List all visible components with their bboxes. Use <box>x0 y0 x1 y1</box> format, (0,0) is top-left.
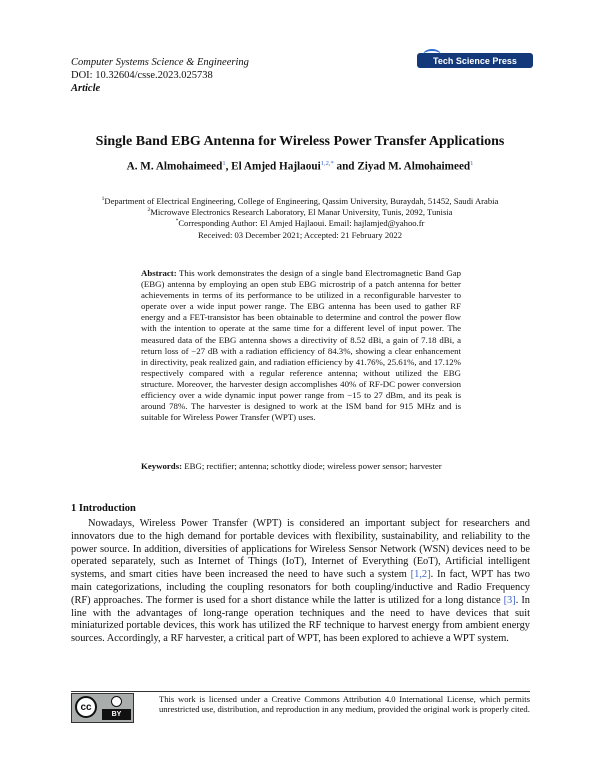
abstract-label: Abstract: <box>141 268 177 278</box>
doi[interactable]: DOI: 10.32604/csse.2023.025738 <box>71 70 213 81</box>
footer-divider <box>71 691 530 692</box>
abstract-text: This work demonstrates the design of a single band Electromagnetic Band Gap (EBG) antenna by employing an open stub EBG microstrip of a patch antenna for better achievements in terms of its performance to be utilized in a reconfigurable harvester to operate over a wide input power range. The EBG antenna has been used to gather RF energy and a FET-transistor has been obtainable to determine and control the power flow with the intention to operate at the same time for a different level of input power. The measured data of the EBG antenna shows a directivity of 8.52 dBi, a gain of 7.18 dBi, a return loss of −27 dB with a radiation efficiency of 84.3%, showing a clear enhancement in directivity, peak realized gain, and radiation efficiency by 41.76%, 25.61%, and 17.12% respectively compared with a regular reference antenna; without utilized the EBG structure. Moreover, the harvester design accomplishes 40% of RF-DC power conversion efficiency over a wide dynamic input power range from −15 to 27 dBm, and its peak is around 78%. The harvester is designed to work at the ISM band for 915 MHz and is suitable for Wireless Power Transfer (WPT) uses. <box>141 268 461 423</box>
logo-swoosh-icon <box>423 49 441 61</box>
intro-text: Nowadays, Wireless Power Transfer (WPT) is considered an important subject for researchers and innovators due to the high demand for portable devices with flexibility, sustainability, and reliability to the power source. In addition, diversities of applications for Wireless Sensor Network (WSN) devices need to be operated separately, such as Internet of Things (IoT), Internet of Everything (EoT), Artificial intelligent systems, and smart cities have been increased the need to have such a system <box>71 518 530 581</box>
author-name[interactable]: El Amjed Hajlaoui <box>231 160 321 173</box>
intro-text: . In line with the advantages of long-range operation techniques and the need to have devices that suit miniaturized portable devices, this work has utilized the RF technique to harvest energy from ambient energy sources. Accordingly, a RF harvester, a critical part of WPT, has been explored to achieve a WPT system. <box>71 594 530 645</box>
affiliation <box>30 196 570 206</box>
creative-commons-icon <box>75 696 97 718</box>
corresponding-author <box>30 218 570 228</box>
author-affil-mark: 1 <box>222 160 226 167</box>
author-list <box>30 160 570 173</box>
keywords-text: EBG; rectifier; antenna; schottky diode; wireless power sensor; harvester <box>182 461 442 471</box>
author-affil-mark: 1 <box>470 160 474 167</box>
affil-text: Microwave Electronics Research Laboratory, El Manar University, Tunis, 2092, Tunisia <box>150 207 453 217</box>
author-affil-mark: 1,2,* <box>320 160 334 167</box>
affil-text: Department of Electrical Engineering, College of Engineering, Qassim University, Buraydah, 51452, Saudi Arabia <box>104 196 499 206</box>
citation-link[interactable]: [1,2] <box>410 569 431 581</box>
author-separator: , <box>225 160 232 173</box>
article-type: Article <box>71 83 101 94</box>
by-label: BY <box>102 709 131 720</box>
citation-link[interactable]: [3] <box>503 594 516 606</box>
author-name[interactable]: Ziyad M. Almohaimeed <box>357 160 471 173</box>
publisher-logo[interactable] <box>417 53 533 68</box>
keywords-label: Keywords: <box>141 461 183 471</box>
paper-title: Single Band EBG Antenna for Wireless Power Transfer Applications <box>95 134 505 149</box>
affil-mark: 2 <box>147 207 151 214</box>
affil-text: Corresponding Author: El Amjed Hajlaoui. Email: hajlamjed@yahoo.fr <box>178 218 425 228</box>
affil-mark: * <box>175 218 179 225</box>
keywords <box>141 461 461 473</box>
affiliation <box>30 207 570 217</box>
received-dates: Received: 03 December 2021; Accepted: 21 February 2022 <box>197 230 403 240</box>
intro-text: . In fact, WPT has two main categorizations, including the coupling resonators for both coupling/inductive and Radio Frequency (RF) approaches. The former is used for a short distance while the latter is utilized for a long distance <box>71 569 530 606</box>
abstract <box>141 268 461 423</box>
publisher-name: Tech Science Press <box>433 55 517 66</box>
attribution-person-icon <box>111 696 122 707</box>
license-text: This work is licensed under a Creative Commons Attribution 4.0 International License, which permits unrestricted use, distribution, and reproduction in any medium, provided the original work is properly cited. <box>159 694 530 715</box>
author-name[interactable]: A. M. Almohaimeed <box>126 160 223 173</box>
cc-by-license-badge[interactable] <box>71 693 134 723</box>
cc-text: cc <box>80 701 92 713</box>
author-separator: and <box>333 160 358 173</box>
intro-paragraph <box>71 518 530 646</box>
affil-mark: 1 <box>101 196 105 203</box>
journal-name: Computer Systems Science & Engineering <box>71 57 249 68</box>
section-heading: 1 Introduction <box>71 503 136 514</box>
